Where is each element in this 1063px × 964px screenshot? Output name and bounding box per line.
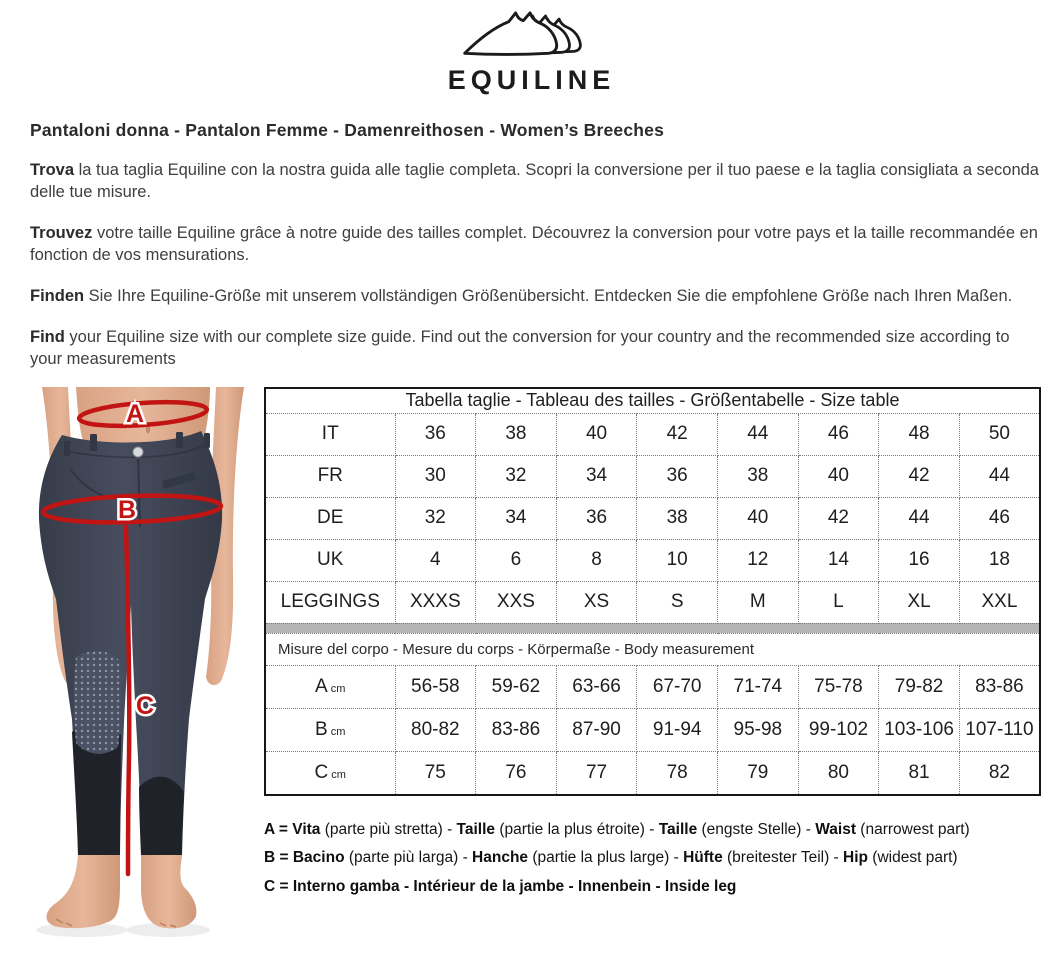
legend-text: (narrowest part): [856, 820, 970, 838]
size-value: 40: [556, 413, 637, 455]
size-value: 40: [718, 497, 799, 539]
size-value: 6: [476, 539, 557, 581]
legend-term: B = Bacino: [264, 849, 345, 867]
size-table-body: [265, 388, 1040, 795]
size-value: 36: [637, 455, 718, 497]
measure-value: 103-106: [879, 708, 960, 751]
size-value: XXL: [959, 581, 1040, 623]
measure-value: 79-82: [879, 665, 960, 708]
page-title: Pantaloni donna - Pantalon Femme - Damenreithosen - Women’s Breeches: [30, 120, 665, 140]
size-value: 34: [476, 497, 557, 539]
measure-value: 107-110: [959, 708, 1040, 751]
equiline-horses-icon: [457, 10, 607, 60]
legend-text: (partie la plus large) -: [528, 849, 684, 867]
measurement-header: Misure del corpo - Mesure du corps - Körpermaße - Body measurement: [265, 633, 1040, 665]
size-value: 44: [959, 455, 1040, 497]
size-value: 4: [395, 539, 476, 581]
size-value: 42: [798, 497, 879, 539]
legend-text: (widest part): [868, 849, 958, 867]
intro-english: [30, 327, 1041, 371]
model-left-foot: [47, 855, 121, 928]
legend-text: (parte più larga) -: [344, 849, 473, 867]
legend-term: Hüfte: [683, 849, 723, 867]
intro-lead-fr: Trouvez: [30, 223, 93, 242]
measure-value: 99-102: [798, 708, 879, 751]
measure-letter: B: [315, 718, 328, 740]
intro-text-en: your Equiline size with our complete size guide. Find out the conversion for your country and the recommended size according to your measurements: [30, 327, 1010, 368]
legend-text: (partie la plus étroite) -: [495, 820, 659, 838]
legend-term: Taille: [456, 820, 496, 838]
size-value: 46: [959, 497, 1040, 539]
size-value: 40: [798, 455, 879, 497]
model-measurement-figure: [20, 387, 258, 964]
legend-line-c: [264, 877, 1041, 898]
intro-italian: [30, 160, 1041, 204]
measure-value: 67-70: [637, 665, 718, 708]
size-guide-document: [0, 120, 1063, 964]
size-value: 42: [879, 455, 960, 497]
size-value: 50: [959, 413, 1040, 455]
belt-loop: [204, 433, 210, 448]
breeches-right-calf: [139, 776, 184, 854]
size-value: 44: [718, 413, 799, 455]
size-value: 48: [879, 413, 960, 455]
size-system-label: FR: [265, 455, 395, 497]
measure-value: 77: [556, 751, 637, 795]
measure-value: 76: [476, 751, 557, 795]
legend-term: A = Vita: [264, 820, 321, 838]
intro-lead-it: Trova: [30, 161, 75, 179]
measure-row-c: [265, 751, 1040, 795]
intro-lead-de: Finden: [30, 286, 85, 305]
size-value: 44: [879, 497, 960, 539]
legend-line-b: [264, 848, 1041, 869]
model-right-foot: [141, 855, 196, 928]
legend-text: (engste Stelle) -: [697, 820, 816, 838]
size-system-label: IT: [265, 413, 395, 455]
inside-leg-measure-line: [126, 527, 129, 874]
size-value: 36: [395, 413, 476, 455]
size-value: 10: [637, 539, 718, 581]
size-value: 34: [556, 455, 637, 497]
intro-french: [30, 223, 1041, 267]
annotation-label-a: A: [126, 399, 145, 428]
measure-value: 75: [395, 751, 476, 795]
measure-value: 81: [879, 751, 960, 795]
legend-term: Hanche: [472, 849, 529, 867]
size-value: 38: [718, 455, 799, 497]
measure-label: [265, 708, 395, 751]
measure-value: 80-82: [395, 708, 476, 751]
measure-value: 78: [637, 751, 718, 795]
size-value: 42: [637, 413, 718, 455]
size-value: L: [798, 581, 879, 623]
size-value: 14: [798, 539, 879, 581]
brand-name: EQUILINE: [447, 65, 616, 95]
measure-value: 59-62: [476, 665, 557, 708]
breeches-model-image: [20, 387, 258, 959]
size-value: XXS: [476, 581, 557, 623]
size-row-de: [265, 497, 1040, 539]
size-value: XXXS: [395, 581, 476, 623]
size-row-it: [265, 413, 1040, 455]
measure-value: 91-94: [637, 708, 718, 751]
measure-value: 83-86: [959, 665, 1040, 708]
legend-text: (parte più stretta) -: [320, 820, 457, 838]
size-value: 30: [395, 455, 476, 497]
intro-german: [30, 286, 1041, 308]
size-value: 38: [476, 413, 557, 455]
size-value: 36: [556, 497, 637, 539]
size-table-title-row: [265, 388, 1040, 414]
measure-value: 82: [959, 751, 1040, 795]
measure-value: 87-90: [556, 708, 637, 751]
legend-text: (breitester Teil) -: [722, 849, 844, 867]
belt-loop: [90, 434, 97, 451]
size-value: 32: [395, 497, 476, 539]
measure-value: 79: [718, 751, 799, 795]
legend-term: Hip: [843, 849, 868, 867]
size-value: 8: [556, 539, 637, 581]
legend: [264, 820, 1041, 899]
intro-lead-en: Find: [30, 327, 65, 346]
annotation-label-b: B: [118, 495, 137, 524]
belt-loop: [64, 441, 70, 456]
waist-button: [133, 447, 143, 457]
measure-value: 63-66: [556, 665, 637, 708]
intro-text-fr: votre taille Equiline grâce à notre guide des tailles complet. Découvrez la conversion pour votre pays et la taille recommandée en fonction de vos mensurations.: [30, 223, 1038, 264]
measure-value: 75-78: [798, 665, 879, 708]
measure-label: [265, 751, 395, 795]
size-table: [264, 387, 1041, 796]
size-value: 16: [879, 539, 960, 581]
legend-line-a: [264, 820, 1041, 841]
belt-loop: [176, 432, 183, 448]
measure-unit: cm: [328, 768, 346, 781]
measure-value: 56-58: [395, 665, 476, 708]
measure-row-a: [265, 665, 1040, 708]
size-value: XL: [879, 581, 960, 623]
size-row-fr: [265, 455, 1040, 497]
measure-letter: A: [315, 675, 328, 697]
size-table-title: Tabella taglie - Tableau des tailles - Größentabelle - Size table: [265, 388, 1040, 414]
size-system-label: UK: [265, 539, 395, 581]
measure-letter: C: [314, 761, 329, 783]
size-value: S: [637, 581, 718, 623]
legend-term: Taille: [658, 820, 698, 838]
measure-row-b: [265, 708, 1040, 751]
measure-unit: cm: [327, 682, 346, 695]
size-row-leggings: [265, 581, 1040, 623]
size-value: 18: [959, 539, 1040, 581]
measure-value: 83-86: [476, 708, 557, 751]
legend-term: Waist: [815, 820, 856, 838]
size-value: 46: [798, 413, 879, 455]
intro-text-de: Sie Ihre Equiline-Größe mit unserem vollständigen Größenübersicht. Entdecken Sie die empfohlene Größe nach Ihren Maßen.: [88, 286, 1013, 305]
size-value: M: [718, 581, 799, 623]
measure-value: 71-74: [718, 665, 799, 708]
knee-grip-dots: [74, 651, 121, 754]
intro-text-it: la tua taglia Equiline con la nostra guida alle taglie completa. Scopri la conversione per il tuo paese e la taglia consigliata a seconda delle tue misure.: [30, 161, 1039, 201]
measure-label: [265, 665, 395, 708]
separator-band-cell: [265, 623, 1040, 633]
size-value: XS: [556, 581, 637, 623]
annotation-label-c: C: [136, 691, 155, 720]
size-value: 12: [718, 539, 799, 581]
legend-term: C = Interno gamba - Intérieur de la jambe - Innenbein - Inside leg: [264, 878, 737, 896]
brand-header: [0, 0, 1063, 96]
size-value: 32: [476, 455, 557, 497]
measure-unit: cm: [327, 725, 346, 738]
measure-value: 95-98: [718, 708, 799, 751]
separator-band: [265, 623, 1040, 633]
measure-value: 80: [798, 751, 879, 795]
size-row-uk: [265, 539, 1040, 581]
size-value: 38: [637, 497, 718, 539]
measurement-header-row: [265, 633, 1040, 665]
size-system-label: LEGGINGS: [265, 581, 395, 623]
size-system-label: DE: [265, 497, 395, 539]
